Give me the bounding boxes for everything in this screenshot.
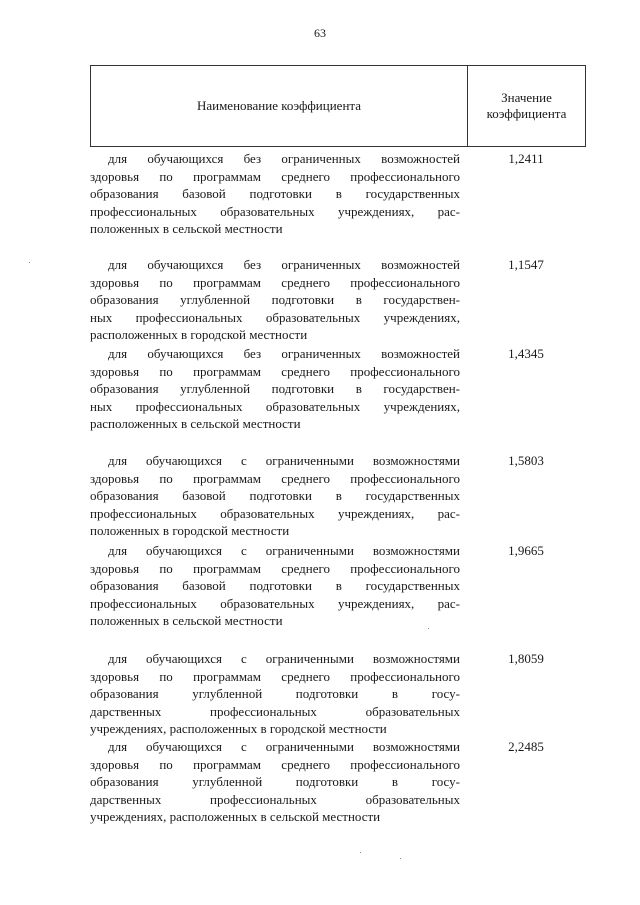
coefficient-value: 1,2411 (508, 151, 544, 166)
coefficient-description (90, 452, 460, 540)
description-line: расположенных в сельской местности (90, 416, 301, 431)
description-line: для обучающихся без ограниченных возможностей (108, 346, 460, 361)
page-number: 63 (314, 26, 326, 40)
description-line: образования базовой подготовки в государственных (90, 578, 460, 593)
description-line: расположенных в городской местности (90, 327, 308, 342)
coefficient-value: 1,5803 (508, 453, 544, 468)
description-line: здоровья по программам среднего профессионального (90, 756, 460, 772)
description-line: для обучающихся с ограниченными возможностями (108, 543, 460, 558)
description-line: для обучающихся с ограниченными возможностями (108, 453, 460, 468)
description-line: здоровья по программам среднего профессионального (90, 274, 460, 290)
header-value-line1: Значение (501, 90, 552, 105)
header-value-line2: коэффициента (486, 106, 567, 121)
description-line: здоровья по программам среднего профессионального (90, 470, 460, 486)
table-header (90, 65, 586, 147)
description-line: здоровья по программам среднего профессионального (90, 168, 460, 184)
coefficient-value: 1,8059 (508, 651, 544, 666)
description-line: образования углубленной подготовки в государствен- (90, 292, 460, 307)
description-line: учреждениях, расположенных в сельской местности (90, 809, 381, 824)
description-line: дарственных профессиональных образовательных (90, 703, 460, 719)
scan-speck (360, 852, 361, 853)
coefficient-description (90, 150, 460, 238)
description-line: образования углубленной подготовки в госу- (90, 774, 460, 789)
description-line: положенных в городской местности (90, 523, 290, 538)
coefficient-description (90, 345, 460, 433)
description-line: ных профессиональных образовательных учреждениях, (90, 398, 460, 414)
description-line: образования базовой подготовки в государственных (90, 488, 460, 503)
coefficient-value: 1,9665 (508, 543, 544, 558)
description-line: профессиональных образовательных учреждениях, рас- (90, 505, 460, 521)
coefficient-value: 1,1547 (508, 257, 544, 272)
description-line: для обучающихся с ограниченными возможностями (108, 739, 460, 754)
header-value-cell (468, 66, 585, 146)
description-line: для обучающихся без ограниченных возможностей (108, 257, 460, 272)
scan-speck (29, 262, 30, 263)
description-line: положенных в сельской местности (90, 221, 283, 236)
scan-speck (428, 628, 429, 629)
header-name-cell: Наименование коэффициента (91, 66, 468, 146)
coefficient-description (90, 542, 460, 630)
description-line: образования углубленной подготовки в госу- (90, 686, 460, 701)
description-line: профессиональных образовательных учреждениях, рас- (90, 595, 460, 611)
description-line: профессиональных образовательных учреждениях, рас- (90, 203, 460, 219)
coefficient-description (90, 650, 460, 738)
coefficient-description (90, 256, 460, 344)
description-line: для обучающихся без ограниченных возможностей (108, 151, 460, 166)
description-line: ных профессиональных образовательных учреждениях, (90, 309, 460, 325)
description-line: образования углубленной подготовки в государствен- (90, 381, 460, 396)
description-line: здоровья по программам среднего профессионального (90, 363, 460, 379)
description-line: здоровья по программам среднего профессионального (90, 560, 460, 576)
description-line: для обучающихся с ограниченными возможностями (108, 651, 460, 666)
description-line: здоровья по программам среднего профессионального (90, 668, 460, 684)
description-line: образования базовой подготовки в государственных (90, 186, 460, 201)
description-line: дарственных профессиональных образовательных (90, 791, 460, 807)
coefficient-value: 1,4345 (508, 346, 544, 361)
coefficient-value: 2,2485 (508, 739, 544, 754)
description-line: учреждениях, расположенных в городской местности (90, 721, 387, 736)
description-line: положенных в сельской местности (90, 613, 283, 628)
coefficient-description (90, 738, 460, 826)
scan-speck (400, 858, 401, 859)
